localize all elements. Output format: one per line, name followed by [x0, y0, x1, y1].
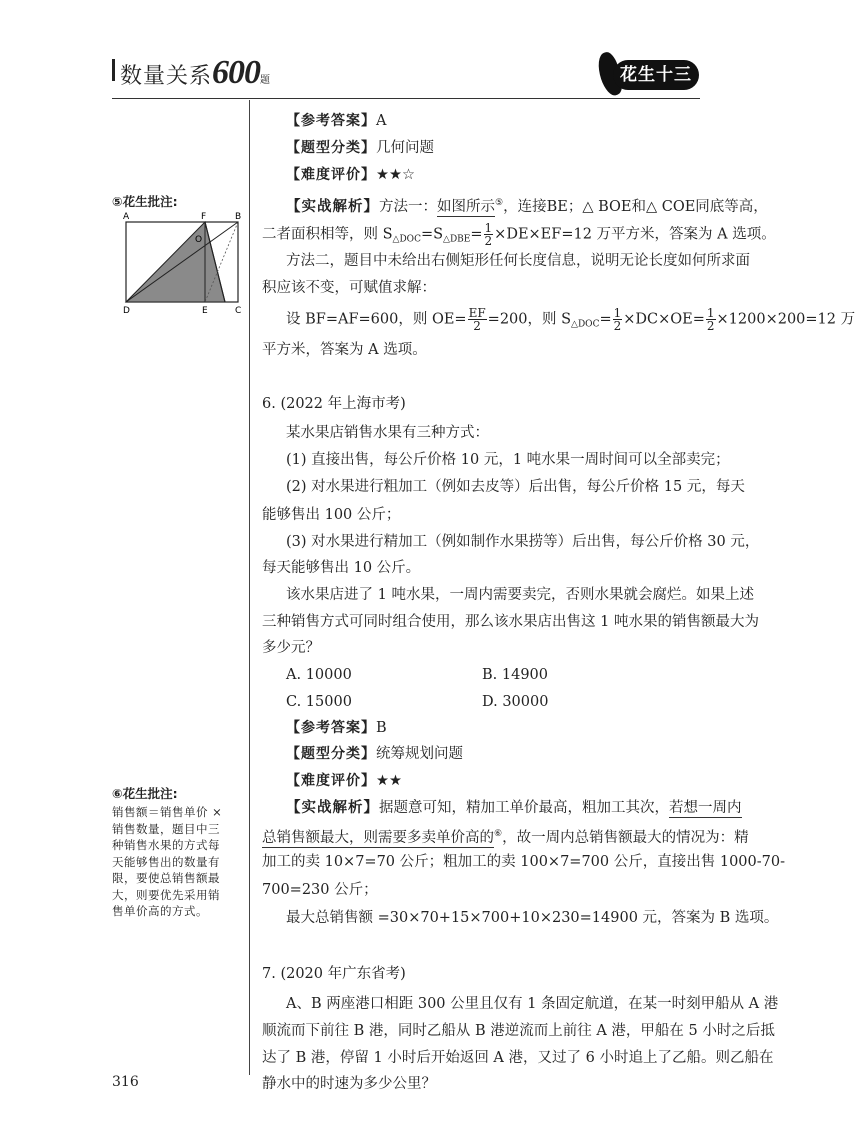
q6-analysis-line5: 最大总销售额 =30×70+15×700+10×230=14900 元，答案为 B 选项。: [286, 910, 779, 926]
rectangle-figure: [112, 210, 248, 314]
note6-label: ⑥花生批注:: [112, 786, 178, 801]
q6-option2-line2: 能够售出 100 公斤；: [262, 507, 401, 523]
q5-method2-line1: 方法二，题目中未给出右侧矩形任何长度信息，说明无论长度如何所求面: [286, 253, 750, 269]
header-rule: [112, 98, 700, 99]
q6-difficulty: 【难度评价】★★: [286, 773, 402, 789]
svg-text:B: B: [235, 212, 242, 222]
q7-heading: 7. (2020 年广东省考): [262, 966, 406, 982]
q6-stem-line3: 多少元？: [262, 640, 320, 656]
q6-answer: 【参考答案】B: [286, 720, 387, 736]
book-title: 数量关系600题: [120, 54, 272, 91]
svg-text:C: C: [235, 306, 242, 316]
q5-type: 【题型分类】几何问题: [286, 140, 434, 156]
svg-text:E: E: [202, 306, 208, 316]
q6-heading: 6. (2022 年上海市考): [262, 396, 406, 412]
svg-text:A: A: [123, 212, 130, 222]
q5-method2-line2: 积应该不变，可赋值求解：: [262, 280, 436, 296]
q7-line4: 静水中的时速为多少公里？: [262, 1076, 436, 1092]
q6-intro: 某水果店销售水果有三种方式：: [286, 425, 489, 441]
q6-option3-line1: (3) 对水果进行精加工（例如制作水果捞等）后出售，每公斤价格 30 元，: [286, 534, 760, 550]
q5-difficulty: 【难度评价】★★☆: [286, 167, 415, 183]
q5-method2-line3: 设 BF=AF=600，则 OE= $\frac{EF}{2}$ =200，则 $S_{\triangle DOC}=$ $\frac{1}{2}$ ×DC×OE= $\frac{1}{2}$ ×1200×200=12 万: [286, 306, 855, 333]
svg-text:O: O: [195, 235, 203, 245]
q6-stem-line1: 该水果店进了 1 吨水果，一周内需要卖完，否则水果就会腐烂。如果上述: [286, 587, 754, 603]
logo-text: 花生十三: [613, 60, 699, 90]
q6-option2-line1: (2) 对水果进行粗加工（例如去皮等）后出售，每公斤价格 15 元，每天: [286, 479, 745, 495]
q6-type: 【题型分类】统筹规划问题: [286, 746, 463, 762]
fraction-ef-half: $\frac{EF}{2}$: [468, 306, 486, 333]
q6-stem-line2: 三种销售方式可同时组合使用，那么该水果店出售这 1 吨水果的销售额最大为: [262, 614, 759, 630]
page-number: 316: [112, 1074, 139, 1090]
q6-choice-b: B. 14900: [482, 667, 549, 683]
q5-answer: 【参考答案】A: [286, 113, 387, 129]
svg-text:F: F: [201, 212, 207, 222]
q6-option1: (1) 直接出售，每公斤价格 10 元，1 吨水果一周时间可以全部卖完；: [286, 452, 730, 468]
brand-logo: [598, 52, 704, 100]
q6-analysis-line2: 总销售额最大，则需要多卖单价高的⑥，故一周内总销售额最大的情况为：精: [262, 829, 749, 846]
svg-text:D: D: [123, 306, 130, 316]
q6-analysis-line1: 【实战解析】据题意可知，精加工单价最高，粗加工其次，若想一周内: [286, 800, 742, 816]
q7-line3: 达了 B 港，停留 1 小时后开始返回 A 港，又过了 6 小时追上了乙船。则乙船在: [262, 1050, 774, 1066]
q6-choice-d: D. 30000: [482, 694, 549, 710]
margin-rule: [249, 100, 250, 1075]
q6-choice-a: A. 10000: [286, 667, 352, 683]
q7-line1: A、B 两座港口相距 300 公里且仅有 1 条固定航道，在某一时刻甲船从 A 港: [286, 996, 779, 1012]
q6-choice-c: C. 15000: [286, 694, 352, 710]
q6-analysis-line3: 加工的卖 10×7=70 公斤；粗加工的卖 100×7=700 公斤，直接出售 1000-70-: [262, 854, 785, 870]
q6-option3-line2: 每天能够售出 10 公斤。: [262, 560, 421, 576]
q7-line2: 顺流而下前往 B 港，同时乙船从 B 港逆流而上前往 A 港，甲船在 5 小时之后抵: [262, 1023, 775, 1039]
q5-method2-line4: 平方米，答案为 A 选项。: [262, 342, 427, 358]
q5-analysis-line1: 【实战解析】方法一：如图所示⑤，连接BE；△ BOE和△ COE同底等高，: [286, 198, 768, 215]
q6-analysis-line4: 700=230 公斤；: [262, 882, 378, 898]
fraction-half: $\frac{1}{2}$: [484, 221, 493, 248]
q5-analysis-line2: 二者面积相等，则 $S_{\triangle DOC}=S_{\triangle DBE}=$ $\frac{1}{2}$ ×DE×EF=12 万平方米，答案为 A 选项。: [262, 221, 776, 248]
note6-text: 销售额＝销售单价 × 销售数量，题目中三种销售水果的方式每天能够售出的数量有限，要使总销售额最大，则要优先采用销售单价高的方式。: [112, 805, 223, 918]
note5-label: ⑤花生批注:: [112, 194, 178, 209]
